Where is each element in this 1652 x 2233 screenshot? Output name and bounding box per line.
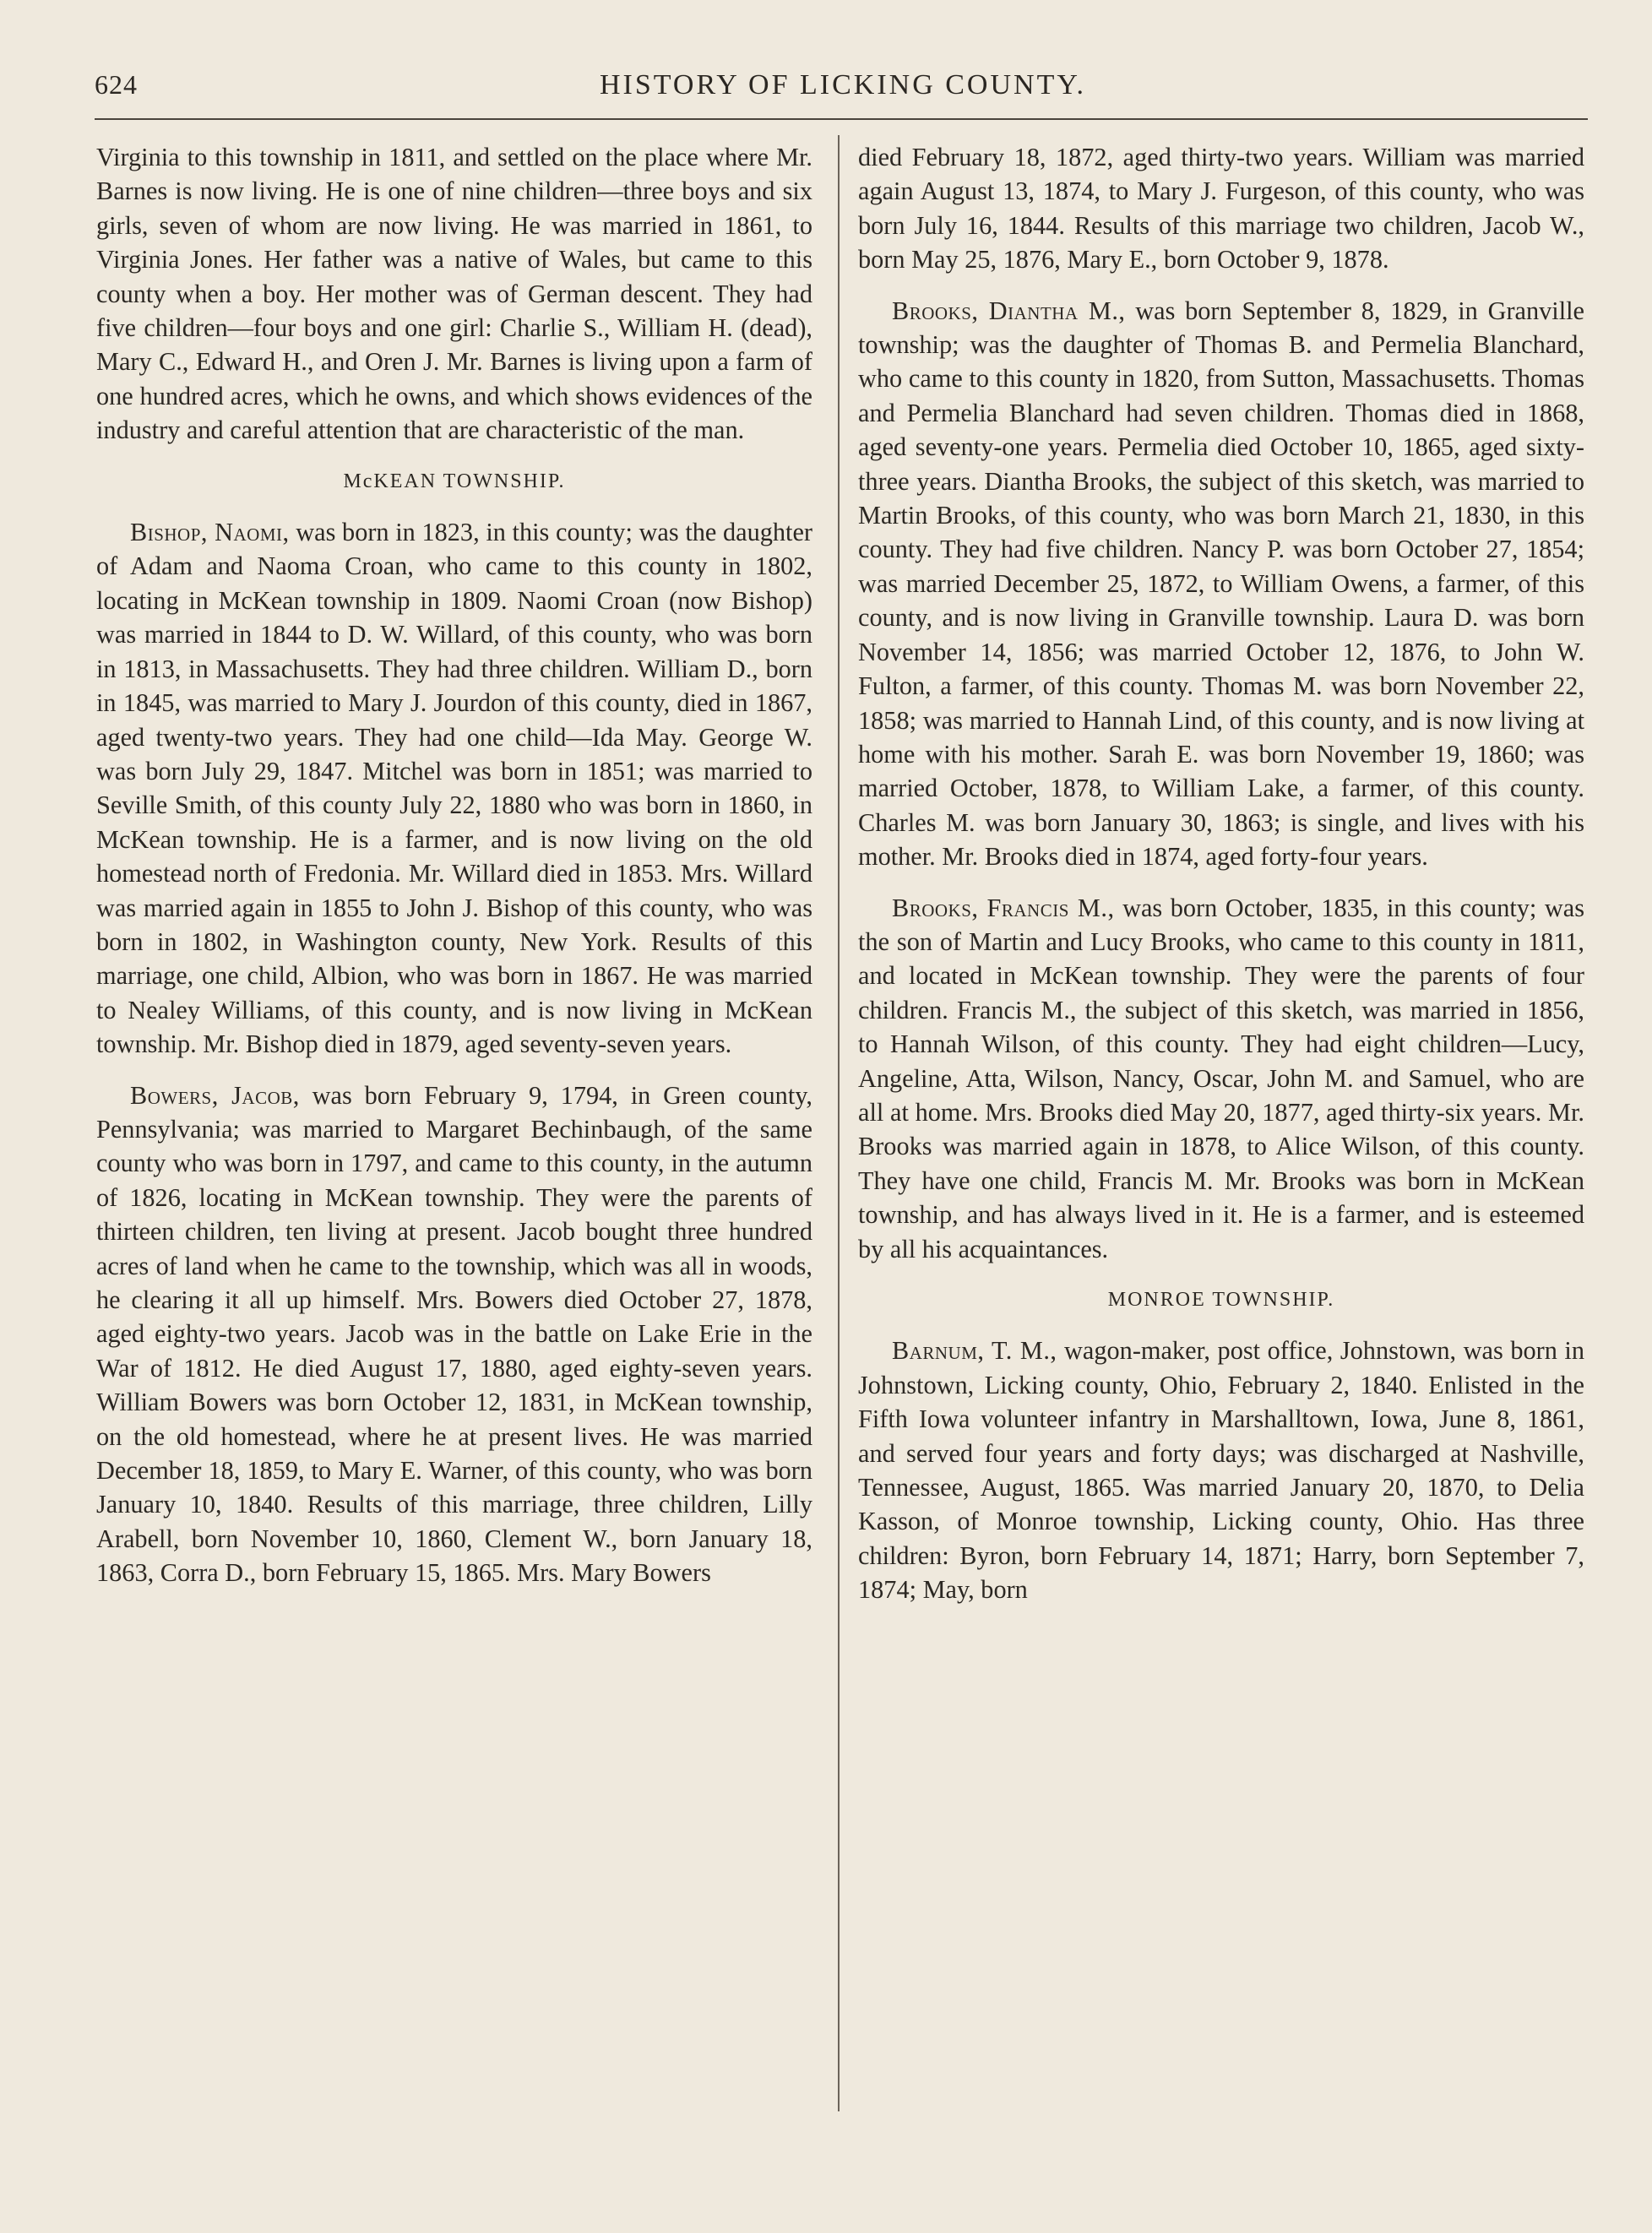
entry-name-barnum: Barnum, T. M., bbox=[892, 1336, 1057, 1366]
running-title: HISTORY OF LICKING COUNTY. bbox=[599, 69, 1087, 101]
entry-name-brooks-francis: Brooks, Francis M., bbox=[892, 893, 1115, 922]
entry-brooks-diantha bbox=[858, 294, 1584, 874]
left-column bbox=[96, 140, 812, 1590]
barnes-entry-continuation: Virginia to this township in 1811, and settled on the place where Mr. Barnes is now living. He is one of nine children—three boys and six girls, seven of whom are now living. He was married in 1861, to Virginia Jones. Her father was a native of Wales, but came to this county when a boy. Her mother was of German descent. They had five children—four boys and one girl: Charlie S., William H. (dead), Mary C., Edward H., and Oren J. Mr. Barnes is living upon a farm of one hundred acres, which he owns, and which shows evidences of the industry and careful attention that are characteristic of the man. bbox=[96, 143, 812, 445]
section-title-mckean: McKEAN TOWNSHIP. bbox=[343, 470, 566, 492]
entry-name-bishop: Bishop, Naomi, bbox=[130, 518, 290, 547]
entry-barnum bbox=[858, 1334, 1584, 1606]
entry-name-brooks-diantha: Brooks, Diantha M., bbox=[892, 296, 1126, 325]
column-divider bbox=[838, 135, 840, 2111]
right-column bbox=[858, 140, 1584, 1607]
entry-text-barnum: wagon-maker, post office, Johnstown, was born in Johnstown, Licking county, Ohio, February 2, 1840. Enlisted in the Fifth Iowa volunteer infantry in Marshalltown, Iowa, June 8, 1861, and served four years and forty days; was discharged at Nashville, Tennessee, August, 1865. Was married January 20, 1870, to Delia Kasson, of Monroe township, Licking county, Ohio. Has three children: Byron, born February 14, 1871; Harry, born September 7, 1874; May, born bbox=[858, 1336, 1584, 1605]
running-head bbox=[95, 69, 1557, 120]
entry-bowers bbox=[96, 1078, 812, 1590]
section-title-monroe: MONROE TOWNSHIP. bbox=[1107, 1289, 1335, 1311]
entry-text-brooks-diantha: was born September 8, 1829, in Granville township; was the daughter of Thomas B. and Permelia Blanchard, who came to this county in 1820, from Sutton, Massachusetts. Thomas and Permelia Blanchard had seven children. Thomas died in 1868, aged seventy-one years. Permelia died October 10, 1865, aged sixty-three years. Diantha Brooks, the subject of this sketch, was married to Martin Brooks, of this county, who was born March 21, 1830, in this county. They had five children. Nancy P. was born October 27, 1854; was married December 25, 1872, to William Owens, a farmer, of this county, and is now living in Granville township. Laura D. was born November 14, 1856; was married October 12, 1876, to John W. Fulton, a farmer, of this county. Thomas M. was born November 22, 1858; was married to Hannah Lind, of this county, and is now living at home with his mother. Sarah E. was born November 19, 1860; was married October, 1878, to William Lake, a farmer, of this county. Charles M. was born January 30, 1863; is single, and lives with his mother. Mr. Brooks died in 1874, aged forty-four years. bbox=[858, 296, 1584, 872]
entry-text-bowers: was born February 9, 1794, in Green county, Pennsylvania; was married to Margaret Bechinbaugh, of the same county who was born in 1797, and came to this county, in the autumn of 1826, locating in McKean township. They were the parents of thirteen children, ten living at present. Jacob bought three hundred acres of land when he came to the township, which was all in woods, he clearing it all up himself. Mrs. Bowers died October 27, 1878, aged eighty-two years. Jacob was in the battle on Lake Erie in the War of 1812. He died August 17, 1880, aged eighty-seven years. William Bowers was born October 12, 1831, in McKean township, on the old homestead, where he at present lives. He was married December 18, 1859, to Mary E. Warner, of this county, who was born January 10, 1840. Results of this marriage, three children, Lilly Arabell, born November 10, 1860, Clement W., born January 18, 1863, Corra D., born February 15, 1865. Mrs. Mary Bowers bbox=[96, 1080, 812, 1588]
entry-bishop bbox=[96, 515, 812, 1062]
page-number: 624 bbox=[95, 69, 138, 100]
entry-brooks-francis bbox=[858, 891, 1584, 1266]
entry-text-bishop: was born in 1823, in this county; was the daughter of Adam and Naoma Croan, who came to this county in 1802, locating in McKean township in 1809. Naomi Croan (now Bishop) was married in 1844 to D. W. Willard, of this county, who was born in 1813, in Massachusetts. They had three children. William D., born in 1845, was married to Mary J. Jourdon of this county, died in 1867, aged twenty-two years. They had one child—Ida May. George W. was born July 29, 1847. Mitchel was born in 1851; was married to Seville Smith, of this county July 22, 1880 who was born in 1860, in McKean township. He is a farmer, and is now living on the old homestead north of Fredonia. Mr. Willard died in 1853. Mrs. Willard was married again in 1855 to John J. Bishop of this county, who was born in 1802, in Washington county, New York. Results of this marriage, one child, Albion, who was born in 1867. He was married to Nealey Williams, of this county, and is now living in McKean township. Mr. Bishop died in 1879, aged seventy-seven years. bbox=[96, 518, 812, 1059]
bowers-entry-continuation: died February 18, 1872, aged thirty-two years. William was married again August 13, 1874, to Mary J. Furgeson, of this county, who was born July 16, 1844. Results of this marriage two children, Jacob W., born May 25, 1876, Mary E., born October 9, 1878. bbox=[858, 143, 1584, 274]
header-rule bbox=[95, 118, 1588, 120]
entry-text-brooks-francis: was born October, 1835, in this county; was the son of Martin and Lucy Brooks, who came to this county in 1811, and located in McKean township. They were the parents of four children. Francis M., the subject of this sketch, was married in 1856, to Hannah Wilson, of this county. They had eight children—Lucy, Angeline, Atta, Wilson, Nancy, Oscar, John M. and Samuel, who are all at home. Mrs. Brooks died May 20, 1877, aged thirty-six years. Mr. Brooks was married again in 1878, to Alice Wilson, of this county. They have one child, Francis M. Mr. Brooks was born in McKean township, and has always lived in it. He is a farmer, and is esteemed by all his acquaintances. bbox=[858, 893, 1584, 1263]
entry-name-bowers: Bowers, Jacob, bbox=[130, 1080, 300, 1110]
